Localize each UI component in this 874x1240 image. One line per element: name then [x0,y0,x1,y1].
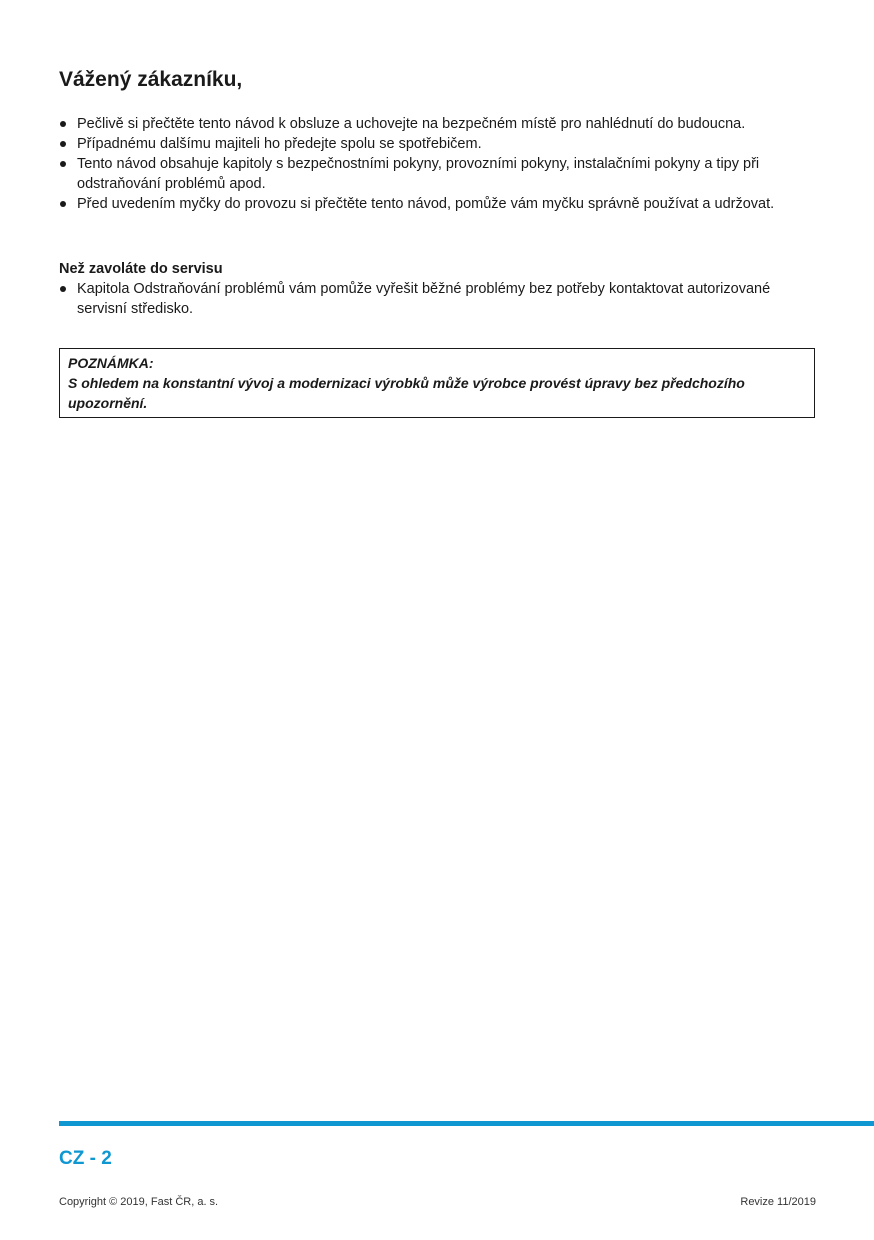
list-item [59,114,819,134]
list-item-text: Tento návod obsahuje kapitoly s bezpečnostními pokyny, provozními pokyny, instalačními pokyny a tipy při odstraňování problémů apod. [77,156,760,192]
list-item [59,279,819,319]
service-section [59,259,819,319]
service-bullet-list [59,279,819,319]
note-label: POZNÁMKA: [68,355,154,371]
bullet-icon [60,141,66,147]
footer-divider [59,1121,874,1126]
bullet-icon [60,286,66,292]
bullet-icon [60,201,66,207]
bullet-icon [60,161,66,167]
list-item [59,154,819,194]
service-heading: Než zavoláte do servisu [59,261,223,277]
page-title: Vážený zákazníku, [59,68,243,91]
bullet-icon [60,121,66,127]
list-item-text: Případnému dalšímu majiteli ho předejte spolu se spotřebičem. [77,136,482,152]
note-text: S ohledem na konstantní vývoj a modernizaci výrobků může výrobce provést úpravy bez předchozího upozornění. [68,375,745,411]
page-number: CZ - 2 [59,1148,112,1169]
list-item [59,194,819,214]
copyright-text: Copyright © 2019, Fast ČR, a. s. [59,1196,219,1208]
list-item [59,134,819,154]
note-box [59,348,815,418]
list-item-text: Kapitola Odstraňování problémů vám pomůže vyřešit běžné problémy bez potřeby kontaktovat autorizované servisní středisko. [77,281,771,317]
list-item-text: Před uvedením myčky do provozu si přečtěte tento návod, pomůže vám myčku správně používat a udržovat. [77,196,775,212]
list-item-text: Pečlivě si přečtěte tento návod k obsluze a uchovejte na bezpečném místě pro nahlédnutí do budoucna. [77,116,746,132]
intro-bullet-list [59,114,819,214]
revision-text: Revize 11/2019 [740,1196,816,1208]
